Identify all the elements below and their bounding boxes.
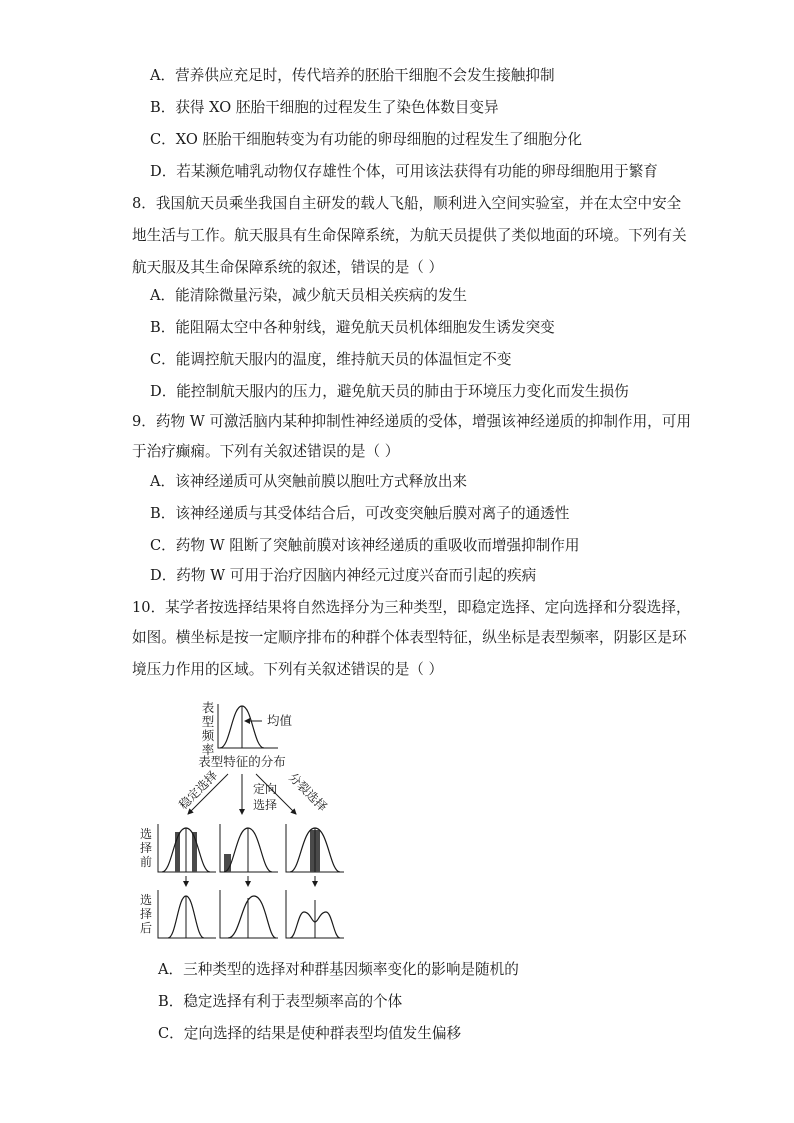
- directional-before-panel: [220, 824, 278, 872]
- before-label-char: 前: [139, 855, 153, 869]
- q7-option-d: D．若某濒危哺乳动物仅存雄性个体，可用该法获得有功能的卵母细胞用于繁育: [150, 163, 658, 180]
- y-axis-label-char: 率: [201, 742, 215, 757]
- q8-stem-line-2: 地生活与工作。航天服具有生命保障系统，为航天员提供了类似地面的环境。下列有关: [132, 227, 687, 244]
- stable-after-panel: [158, 890, 216, 938]
- q7-option-b: B．获得 XO 胚胎干细胞的过程发生了染色体数目变异: [150, 99, 499, 116]
- y-axis-label-char: 频: [201, 728, 215, 743]
- stable-label: 稳定选择: [176, 768, 221, 813]
- q8-stem-line-1: 8．我国航天员乘坐我国自主研发的载人飞船，顺利进入空间实验室，并在太空中安全: [132, 195, 682, 212]
- before-label-char: 择: [139, 841, 153, 855]
- q8-option-d: D．能控制航天服内的压力，避免航天员的肺由于环境压力变化而发生损伤: [150, 383, 629, 400]
- before-label-char: 选: [139, 827, 153, 841]
- after-label-char: 择: [139, 907, 153, 921]
- q7-option-c: C．XO 胚胎干细胞转变为有功能的卵母细胞的过程发生了细胞分化: [150, 131, 582, 148]
- disruptive-after-panel: [286, 890, 344, 938]
- q9-stem-line-2: 于治疗癫痫。下列有关叙述错误的是（ ）: [132, 443, 400, 460]
- q10-stem-line-1: 10．某学者按选择结果将自然选择分为三种类型，即稳定选择、定向选择和分裂选择，: [132, 599, 691, 616]
- natural-selection-diagram: [139, 690, 360, 940]
- q8-stem-line-3: 航天服及其生命保障系统的叙述，错误的是（ ）: [132, 259, 444, 276]
- q8-option-a: A．能清除微量污染，减少航天员相关疾病的发生: [150, 287, 468, 304]
- disruptive-before-panel: [286, 824, 344, 872]
- directional-label-line-2: 选择: [253, 798, 278, 812]
- q9-stem-line-1: 9．药物 W 可激活脑内某种抑制性神经递质的受体，增强该神经递质的抑制作用，可用: [132, 413, 691, 430]
- before-label: [140, 826, 152, 869]
- q8-option-b: B．能阻隔太空中各种射线，避免航天员机体细胞发生诱发突变: [150, 319, 555, 336]
- q10-stem-line-2: 如图。横坐标是按一定顺序排布的种群个体表型特征，纵坐标是表型频率，阴影区是环: [132, 629, 687, 646]
- y-axis-label-char: 表: [201, 700, 215, 715]
- q9-option-c: C．药物 W 阻断了突触前膜对该神经递质的重吸收而增强抑制作用: [150, 537, 580, 554]
- q9-option-d: D．药物 W 可用于治疗因脑内神经元过度兴奋而引起的疾病: [150, 567, 537, 584]
- after-label-char: 选: [139, 893, 153, 907]
- y-axis-label-char: 型: [201, 714, 215, 729]
- q8-option-c: C．能调控航天服内的温度，维持航天员的体温恒定不变: [150, 351, 512, 368]
- q10-stem-line-3: 境压力作用的区域。下列有关叙述错误的是（ ）: [132, 661, 444, 678]
- x-axis-label: 表型特征的分布: [198, 754, 286, 769]
- stable-before-panel: [158, 824, 216, 872]
- y-axis-label: [202, 700, 215, 757]
- q10-option-b: B．稳定选择有利于表型频率高的个体: [158, 993, 403, 1010]
- mean-label: 均值: [267, 713, 293, 728]
- q9-option-b: B．该神经递质与其受体结合后，可改变突触后膜对离子的通透性: [150, 505, 570, 522]
- q9-option-a: A．该神经递质可从突触前膜以胞吐方式释放出来: [150, 473, 468, 490]
- after-label-char: 后: [139, 921, 153, 935]
- directional-label-line-1: 定向: [253, 782, 278, 796]
- q7-option-a: A．营养供应充足时，传代培养的胚胎干细胞不会发生接触抑制: [150, 67, 555, 84]
- disruptive-label: 分裂选择: [285, 770, 330, 815]
- q10-option-c: C．定向选择的结果是使种群表型均值发生偏移: [158, 1025, 462, 1042]
- q10-option-a: A．三种类型的选择对种群基因频率变化的影响是随机的: [158, 961, 519, 978]
- directional-after-panel: [220, 890, 278, 938]
- after-label: [140, 892, 152, 935]
